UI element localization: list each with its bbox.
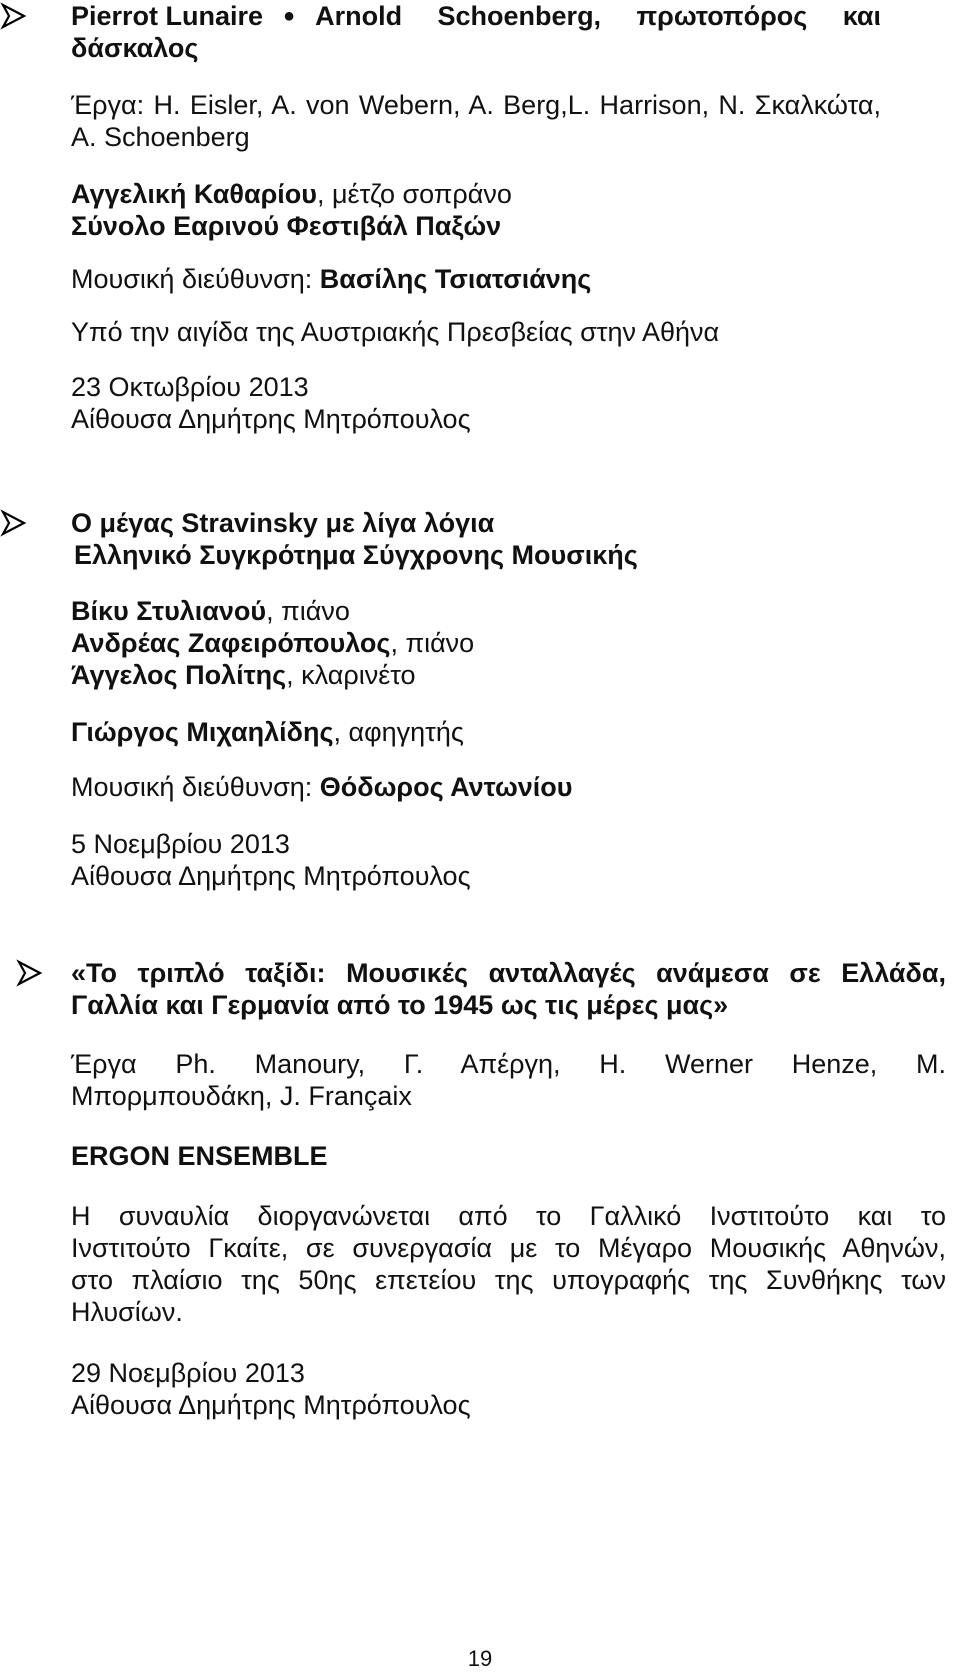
event3-title-line1: «Το τριπλό ταξίδι: Μουσικές ανταλλαγές ανάμεσα σε Ελλάδα,: [71, 958, 946, 988]
performer-name: Ανδρέας Ζαφειρόπουλος: [71, 628, 391, 658]
event1-direction-name: Βασίλης Τσιατσιάνης: [319, 264, 592, 294]
event2-venue: Αίθουσα Δημήτρης Μητρόπουλος: [71, 861, 471, 891]
event2-narrator: [71, 716, 951, 748]
event1-works: [71, 89, 881, 153]
event2-performer-2: [71, 627, 951, 659]
event3-works-line1: Έργα Ph. Manoury, Γ. Απέργη, H. Werner Henze, M.: [71, 1049, 946, 1079]
event1-direction: [71, 263, 951, 295]
event3-ensemble: ERGON ENSEMBLE: [71, 1141, 328, 1171]
narrator-name: Γιώργος Μιχαηλίδης: [71, 717, 334, 747]
event3-title: [71, 957, 946, 1021]
event1-date: 23 Οκτωβρίου 2013: [71, 372, 309, 402]
event2-direction-label: Μουσική διεύθυνση:: [71, 772, 320, 802]
event2-ensemble: Ελληνικό Συγκρότημα Σύγχρονης Μουσικής: [74, 540, 638, 570]
event1-performer-name: Αγγελική Καθαρίου: [71, 179, 317, 209]
event3-note-line4: Ηλυσίων.: [71, 1297, 183, 1327]
event1-auspices: Υπό την αιγίδα της Αυστριακής Πρεσβείας στην Αθήνα: [71, 317, 720, 347]
narrator-role: , αφηγητής: [333, 717, 464, 747]
event3-note-line1: Η συναυλία διοργανώνεται από το Γαλλικό Ινστιτούτο και το: [71, 1201, 946, 1231]
event2-performer-1: [71, 595, 951, 627]
event2-date: 5 Νοεμβρίου 2013: [71, 829, 290, 859]
event3-venue: Αίθουσα Δημήτρης Μητρόπουλος: [71, 1390, 471, 1420]
performer-role: , κλαρινέτο: [286, 660, 416, 690]
event2-title: Ο μέγας Stravinsky με λίγα λόγια: [71, 508, 495, 538]
page-number: 19: [467, 1646, 493, 1671]
event1-performer: [71, 178, 951, 210]
event1-venue: Αίθουσα Δημήτρης Μητρόπουλος: [71, 404, 471, 434]
performer-role: , πιάνο: [266, 596, 350, 626]
event3-title-line2: Γαλλία και Γερμανία από το 1945 ως τις μέρες μας»: [71, 990, 729, 1020]
event3-works-line2: Μπορμπουδάκη, J. Françaix: [71, 1081, 412, 1111]
arrow-bullet-icon: [16, 957, 50, 989]
event1-title-cont: δάσκαλος: [71, 33, 199, 63]
arrow-bullet-icon: [0, 507, 34, 539]
event1-works-line1: Έργα: H. Eisler, A. von Webern, A. Berg,L. Harrison, N. Σκαλκώτα,: [71, 90, 881, 120]
event1-title: [71, 0, 881, 64]
event1-ensemble: Σύνολο Εαρινού Φεστιβάλ Παξών: [71, 211, 502, 241]
event1-performer-role: , μέτζο σοπράνο: [317, 179, 512, 209]
separator-dot: ●: [283, 5, 296, 27]
event3-note: [71, 1200, 946, 1328]
performer-role: , πιάνο: [390, 628, 475, 658]
event1-title-composer: Arnold Schoenberg, πρωτοπόρος και: [315, 1, 881, 31]
event3-note-line2: Ινστιτούτο Γκαίτε, σε συνεργασία με το Μέγαρο Μουσικής Αθηνών,: [71, 1233, 946, 1263]
event3-note-line3: στο πλαίσιο της 50ης επετείου της υπογραφής της Συνθήκης των: [71, 1265, 946, 1295]
performer-name: Βίκυ Στυλιανού: [71, 596, 267, 626]
event2-direction: [71, 771, 951, 803]
event3-works: [71, 1048, 946, 1112]
performer-name: Άγγελος Πολίτης: [71, 660, 287, 690]
event3-date: 29 Νοεμβρίου 2013: [71, 1358, 305, 1388]
event1-direction-label: Μουσική διεύθυνση:: [71, 264, 320, 294]
event2-performer-3: [71, 659, 951, 691]
event1-title-work: Pierrot Lunaire: [71, 1, 264, 31]
arrow-bullet-icon: [0, 0, 34, 32]
event2-direction-name: Θόδωρος Αντωνίου: [319, 772, 573, 802]
event1-works-line2: A. Schoenberg: [71, 122, 250, 152]
